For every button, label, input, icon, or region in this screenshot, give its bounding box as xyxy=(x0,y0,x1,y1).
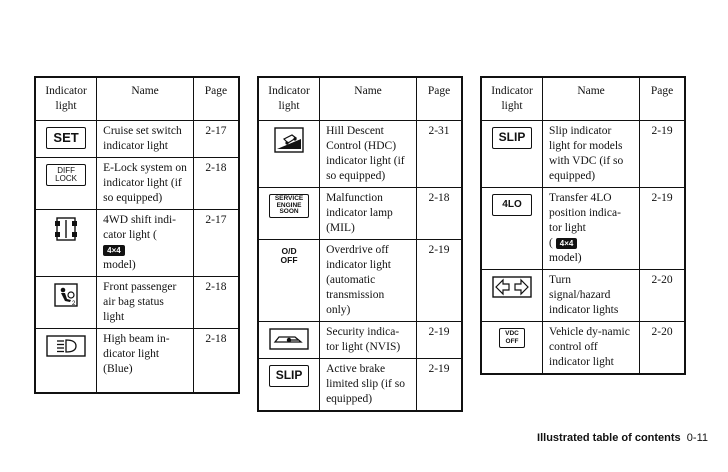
row-name: Slip indicator light for models with VDC (if so equipped) xyxy=(543,121,640,188)
table-row xyxy=(481,121,685,188)
row-page: 2-19 xyxy=(640,188,685,270)
row-name: Vehicle dy-namic control off indicator light xyxy=(543,322,640,375)
airbag-status-icon xyxy=(54,283,78,307)
row-name: Cruise set switch indicator light xyxy=(97,121,194,158)
indicator-table-1 xyxy=(34,76,240,394)
row-page: 2-19 xyxy=(640,121,685,188)
header-indicator: Indicator light xyxy=(258,77,320,121)
4x4-badge: 4×4 xyxy=(556,238,578,249)
row-page: 2-19 xyxy=(417,359,462,412)
row-name: Security indica-tor light (NVIS) xyxy=(320,322,417,359)
row-name: Turn signal/hazard indicator lights xyxy=(543,270,640,322)
overdrive-off-icon: O/D OFF xyxy=(280,246,298,265)
page-footer xyxy=(537,432,708,444)
svg-text:2: 2 xyxy=(72,301,76,307)
table-row xyxy=(258,359,462,412)
row-page: 2-19 xyxy=(417,322,462,359)
security-icon xyxy=(269,328,309,350)
header-indicator: Indicator light xyxy=(481,77,543,121)
row-name: Transfer 4LO position indica-tor light ( 4×4 model) xyxy=(543,188,640,270)
header-name: Name xyxy=(543,77,640,121)
4x4-badge: 4×4 xyxy=(103,245,125,256)
row-name: Overdrive off indicator light (automatic transmission only) xyxy=(320,240,417,322)
cruise-set-icon: SET xyxy=(46,127,86,149)
4lo-icon: 4LO xyxy=(492,194,532,216)
header-name: Name xyxy=(320,77,417,121)
diff-lock-icon: DIFF LOCK xyxy=(46,164,86,186)
footer-page-number: 0-11 xyxy=(686,432,708,444)
turn-signal-icon xyxy=(492,276,532,298)
row-name: 4WD shift indi-cator light ( 4×4 model) xyxy=(97,210,194,277)
vdc-off-icon: VDC OFF xyxy=(499,328,525,348)
row-page: 2-19 xyxy=(417,240,462,322)
table-row xyxy=(35,121,239,158)
indicator-table-2 xyxy=(257,76,463,412)
table-row xyxy=(258,188,462,240)
footer-title: Illustrated table of contents xyxy=(537,432,681,444)
row-name: Active brake limited slip (if so equipped) xyxy=(320,359,417,412)
slip-icon: SLIP xyxy=(269,365,309,387)
row-name: E-Lock system on indicator light (if so equipped) xyxy=(97,158,194,210)
table-row xyxy=(481,270,685,322)
table-row xyxy=(481,322,685,375)
row-name: Hill Descent Control (HDC) indicator light (if so equipped) xyxy=(320,121,417,188)
header-page: Page xyxy=(640,77,685,121)
row-name: Malfunction indicator lamp (MIL) xyxy=(320,188,417,240)
slip-icon: SLIP xyxy=(492,127,532,149)
header-indicator: Indicator light xyxy=(35,77,97,121)
row-page: 2-20 xyxy=(640,270,685,322)
row-name: High beam in-dicator light (Blue) xyxy=(97,329,194,393)
table-row xyxy=(35,210,239,277)
row-page: 2-20 xyxy=(640,322,685,375)
row-page: 2-18 xyxy=(193,329,239,393)
header-name: Name xyxy=(97,77,194,121)
header-page: Page xyxy=(417,77,462,121)
row-page: 2-31 xyxy=(417,121,462,188)
high-beam-icon xyxy=(46,335,86,357)
row-page: 2-18 xyxy=(193,158,239,210)
table-row xyxy=(258,322,462,359)
table-row xyxy=(35,158,239,210)
hill-descent-icon xyxy=(274,127,304,153)
table-row xyxy=(35,277,239,329)
table-row xyxy=(35,329,239,393)
table-row xyxy=(258,121,462,188)
row-page: 2-18 xyxy=(193,277,239,329)
table-row xyxy=(258,240,462,322)
row-page: 2-17 xyxy=(193,210,239,277)
table-row xyxy=(481,188,685,270)
row-name: Front passenger air bag status light xyxy=(97,277,194,329)
indicator-table-3 xyxy=(480,76,686,375)
service-engine-soon-icon: SERVICE ENGINE SOON xyxy=(269,194,309,218)
header-page: Page xyxy=(193,77,239,121)
4wd-shift-icon xyxy=(53,216,79,242)
row-page: 2-17 xyxy=(193,121,239,158)
row-page: 2-18 xyxy=(417,188,462,240)
